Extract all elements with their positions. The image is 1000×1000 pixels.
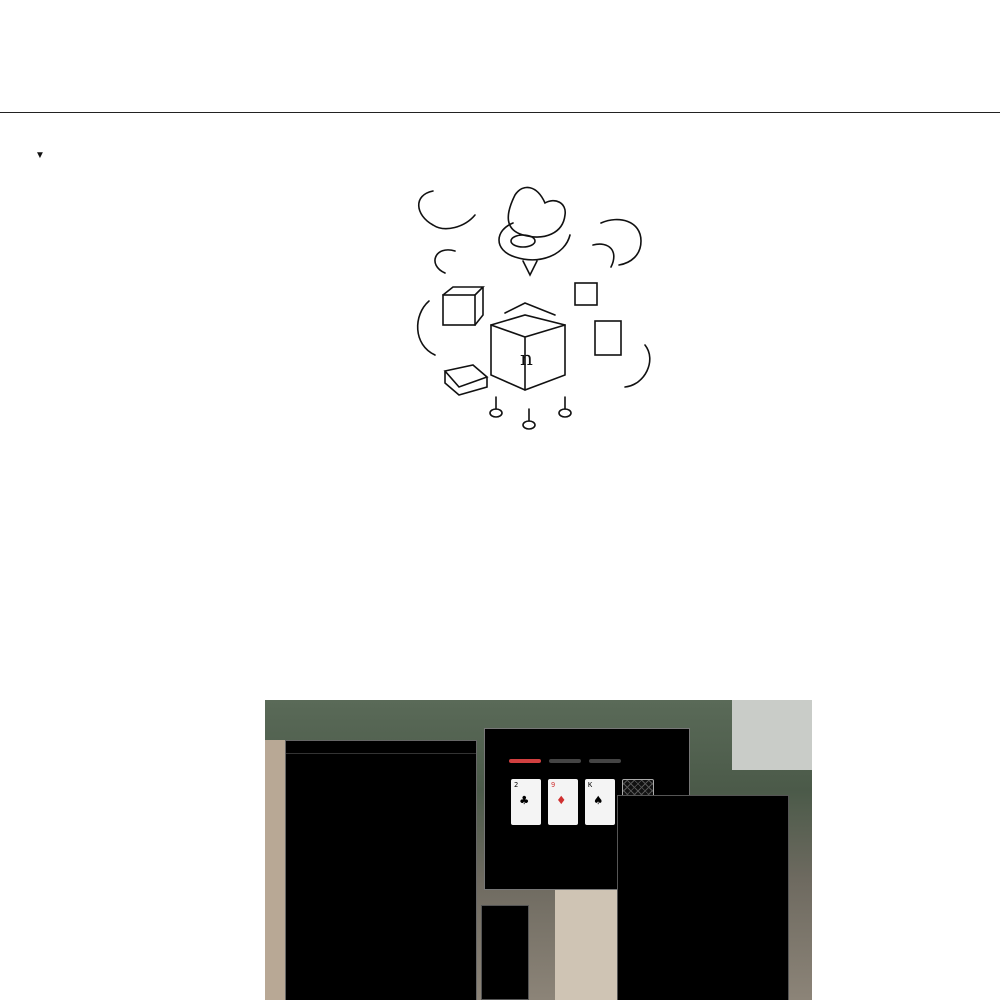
clock-window xyxy=(617,795,789,1000)
xp-bar xyxy=(589,759,621,763)
building-center xyxy=(555,890,625,1000)
menu-toggle[interactable] xyxy=(35,146,235,164)
fizzbuzz-titlebar xyxy=(286,741,476,754)
sidebar xyxy=(35,146,235,186)
sky-area xyxy=(732,700,812,770)
hp-bar xyxy=(509,759,541,763)
fizzbuzz-ascii xyxy=(310,754,322,766)
card-diamonds: 9 ♦ xyxy=(548,779,578,825)
status-bars xyxy=(509,759,621,763)
fizzbuzz-body xyxy=(286,754,476,766)
sp-bar xyxy=(549,759,581,763)
grid-window xyxy=(481,905,529,1000)
site-header xyxy=(0,0,1000,113)
card-spade-king: K ♠ xyxy=(585,779,615,825)
logo-icon[interactable] xyxy=(35,35,75,75)
fizzbuzz-window xyxy=(285,740,477,1000)
desktop-screenshot xyxy=(265,700,812,1000)
svg-text:n: n xyxy=(520,346,533,370)
card-clubs: 2 ♣ xyxy=(511,779,541,825)
analog-clock-icon xyxy=(640,836,766,962)
triangle-down-icon: ▼ xyxy=(35,149,45,161)
pixel-cat-icon xyxy=(270,536,328,594)
fizzbuzz-hex xyxy=(286,754,310,766)
uxn-illustration xyxy=(405,175,665,440)
